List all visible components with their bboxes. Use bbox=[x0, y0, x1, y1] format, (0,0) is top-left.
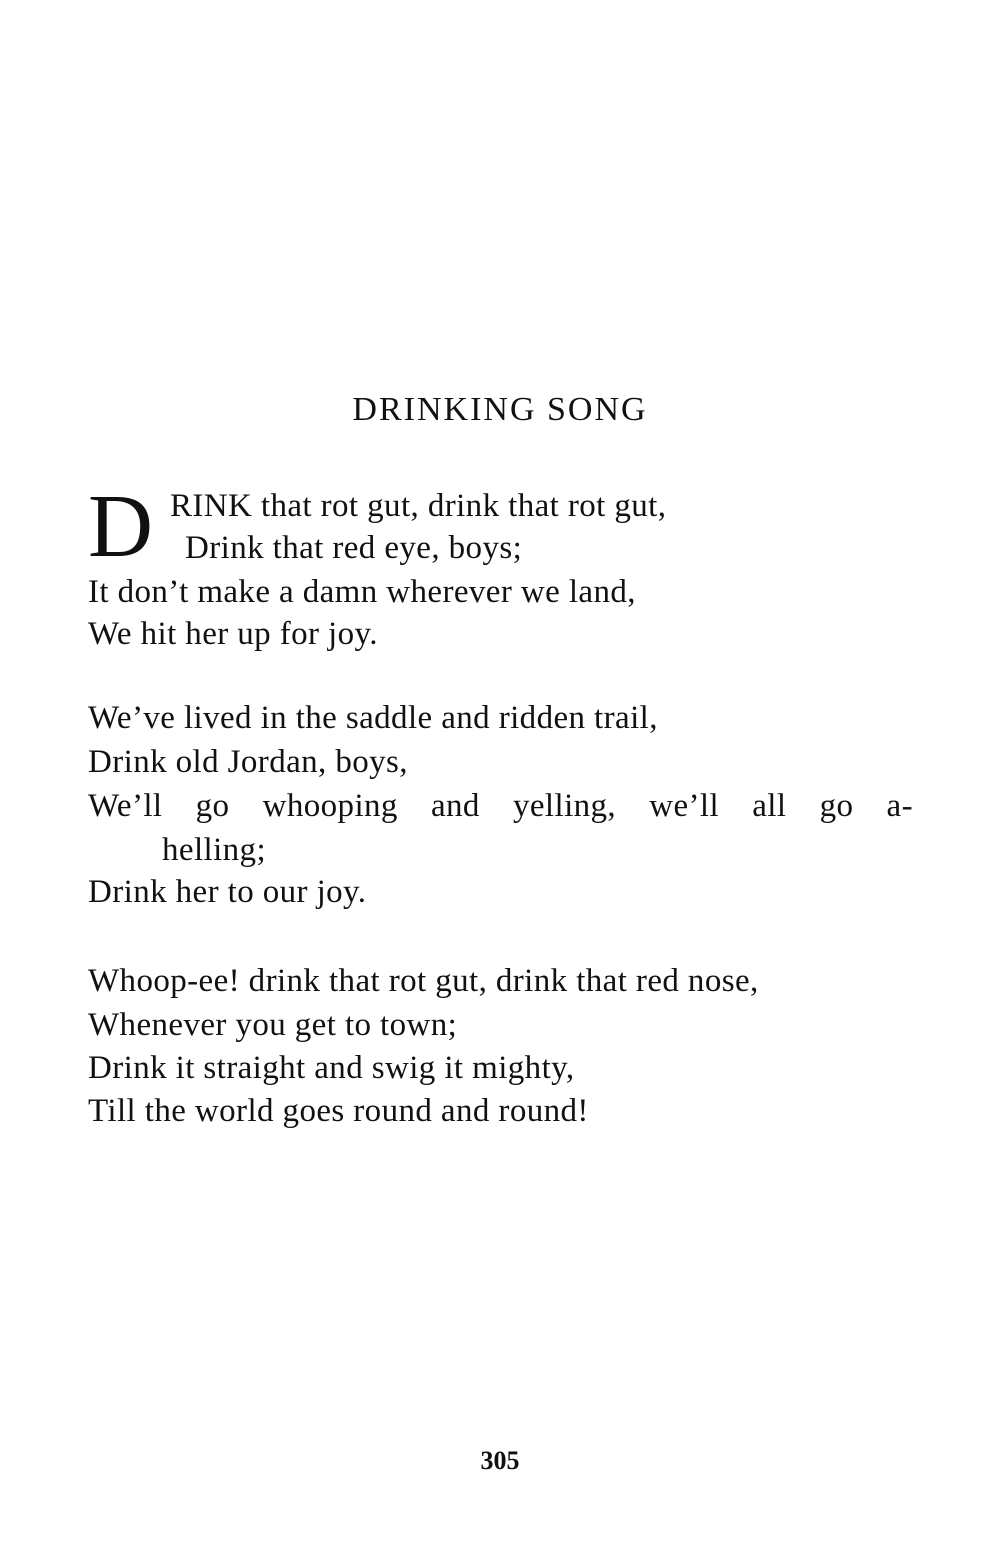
verse-word: whooping bbox=[262, 788, 398, 824]
verse-line: It don’t make a damn wherever we land, bbox=[88, 574, 636, 610]
verse-line: We’ve lived in the saddle and ridden trail, bbox=[88, 700, 658, 736]
verse-line-justified bbox=[88, 790, 913, 823]
verse-line: We hit her up for joy. bbox=[88, 616, 378, 652]
verse-word: We’ll bbox=[88, 788, 163, 824]
verse-line: Drink her to our joy. bbox=[88, 874, 367, 910]
verse-line: Till the world goes round and round! bbox=[88, 1093, 589, 1129]
verse-word: go bbox=[819, 788, 854, 824]
page-number: 305 bbox=[480, 1446, 520, 1475]
verse-line: Whoop-ee! drink that rot gut, drink that red nose, bbox=[88, 963, 759, 999]
verse-word: and bbox=[430, 788, 480, 824]
verse-word: a- bbox=[886, 788, 913, 824]
verse-line: Drink it straight and swig it mighty, bbox=[88, 1050, 575, 1086]
verse-word: yelling, bbox=[512, 788, 617, 824]
verse-word: go bbox=[195, 788, 230, 824]
drop-cap-letter: D bbox=[88, 477, 154, 576]
verse-line-continuation: helling; bbox=[162, 832, 267, 868]
verse-word: we’ll bbox=[649, 788, 720, 824]
verse-word: all bbox=[752, 788, 787, 824]
verse-line: Drink old Jordan, boys, bbox=[88, 744, 408, 780]
poem-title: DRINKING SONG bbox=[352, 391, 648, 428]
verse-line: RINK that rot gut, drink that rot gut, bbox=[170, 488, 667, 524]
verse-line: Whenever you get to town; bbox=[88, 1007, 458, 1043]
verse-line: Drink that red eye, boys; bbox=[185, 530, 523, 566]
